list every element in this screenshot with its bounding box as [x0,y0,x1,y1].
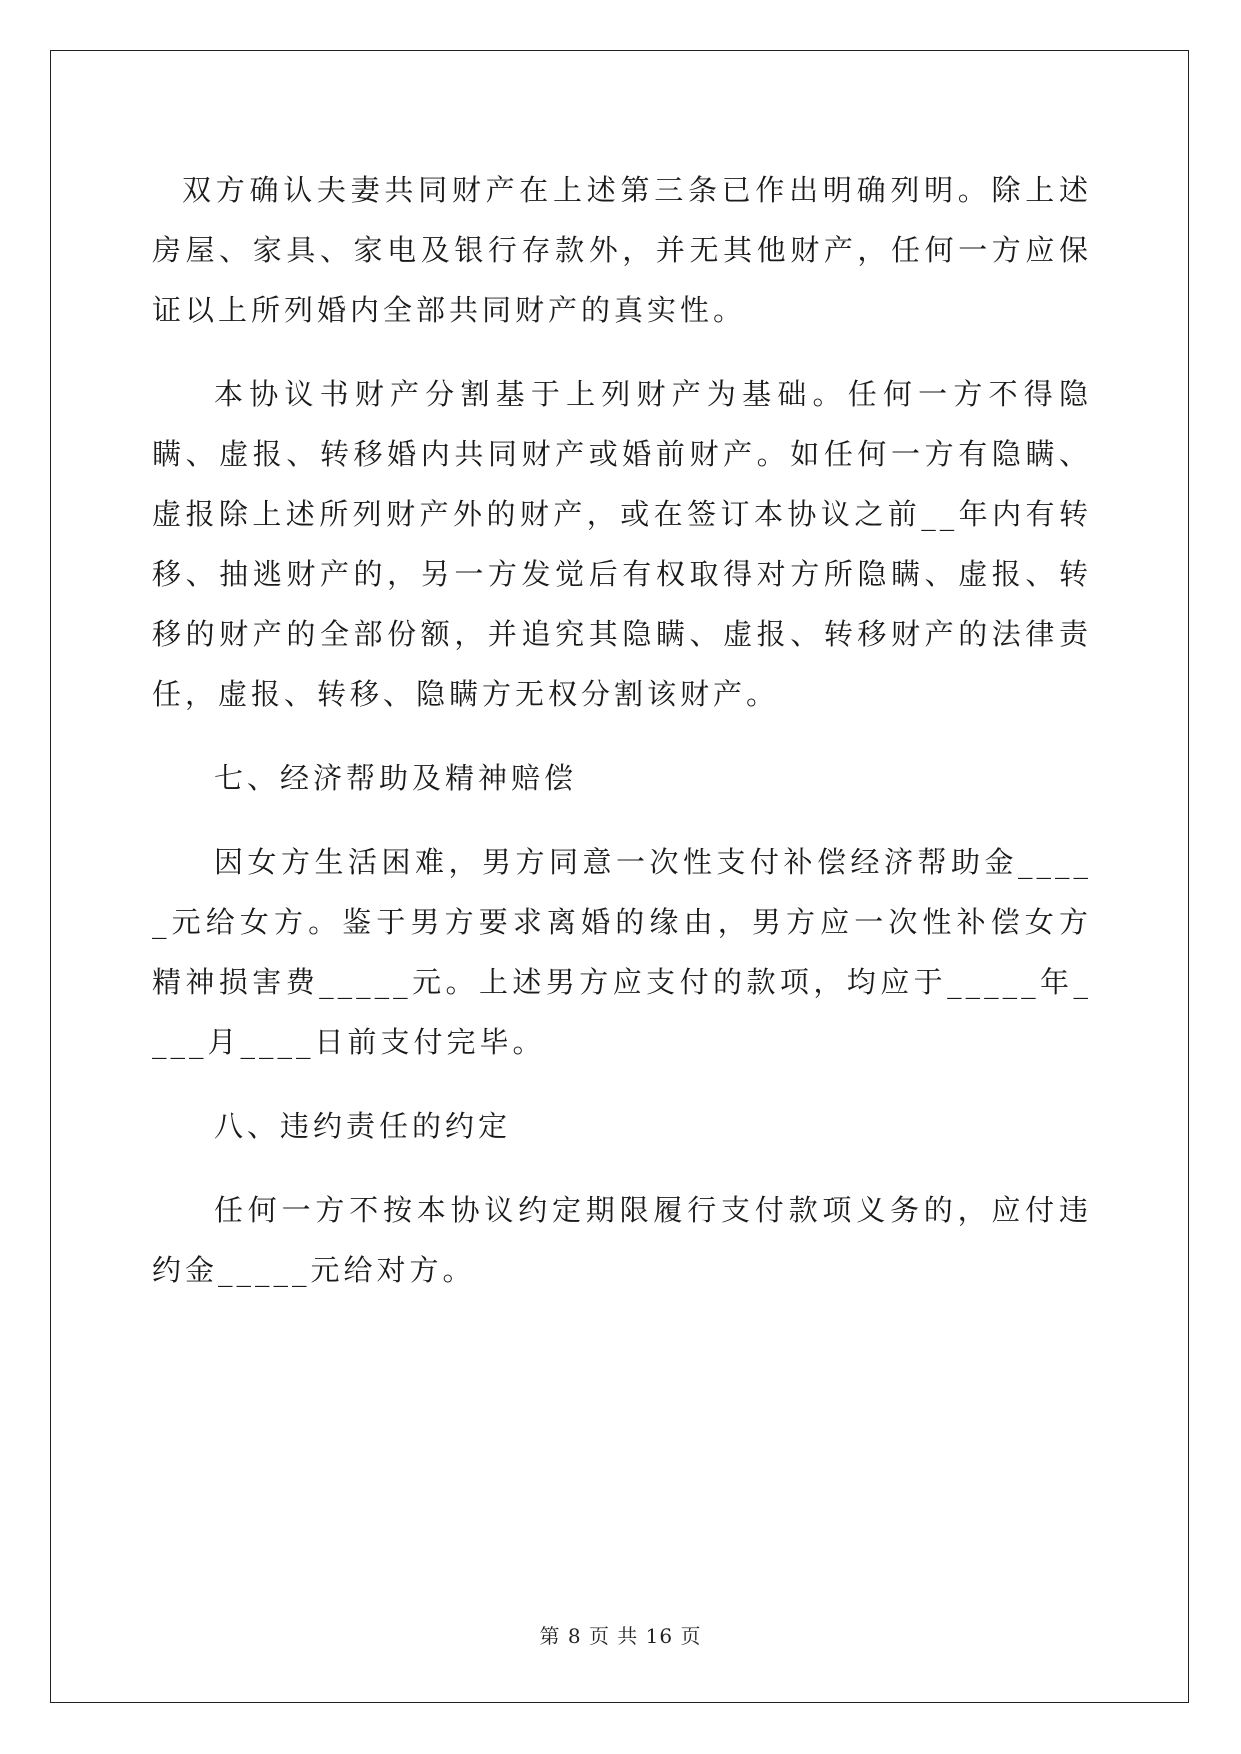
page-number-footer: 第 8 页 共 16 页 [539,1624,702,1648]
paragraph-breach-liability: 任何一方不按本协议约定期限履行支付款项义务的，应付违约金_____元给对方。 [152,1193,1092,1287]
section-heading-economic-aid: 七、经济帮助及精神赔偿 [214,761,578,795]
section-heading-breach-liability: 八、违约责任的约定 [214,1109,512,1143]
paragraph-property-division: 本协议书财产分割基于上列财产为基础。任何一方不得隐瞒、虚报、转移婚内共同财产或婚前财产。如任何一方有隐瞒、虚报除上述所列财产外的财产，或在签订本协议之前__年内有转移、抽逃财产的，另一方发觉后有权取得对方所隐瞒、虚报、转移的财产的全部份额，并追究其隐瞒、虚报、转移财产的法律责任，虚报、转移、隐瞒方无权分割该财产。 [152,377,1092,711]
paragraph-economic-aid: 因女方生活困难，男方同意一次性支付补偿经济帮助金_____元给女方。鉴于男方要求离婚的缘由，男方应一次性补偿女方精神损害费_____元。上述男方应支付的款项，均应于_____年____月____日前支付完毕。 [152,845,1092,1059]
document-body [152,160,1092,1300]
paragraph-property-confirmation: 双方确认夫妻共同财产在上述第三条已作出明确列明。除上述房屋、家具、家电及银行存款外，并无其他财产，任何一方应保证以上所列婚内全部共同财产的真实性。 [152,173,1092,327]
